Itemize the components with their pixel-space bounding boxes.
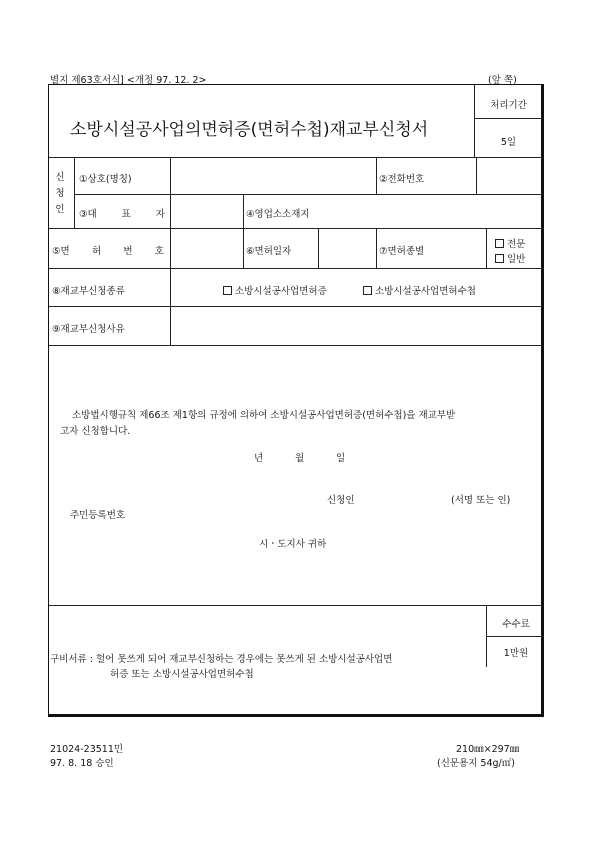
resident-number-label: 주민등록번호 xyxy=(70,510,126,521)
processing-period-value: 5일 xyxy=(500,137,517,148)
representative-field[interactable] xyxy=(172,197,240,226)
company-name-field[interactable] xyxy=(172,160,374,192)
paper-spec: (신문용지 54g/㎡) xyxy=(437,758,515,769)
license-type-general-checkbox[interactable]: 일반 xyxy=(495,251,525,265)
fee-label: 수수료 xyxy=(502,619,530,630)
paper-size: 210㎜×297㎜ xyxy=(456,744,520,755)
form-number: 별지 제63호서식] <개정 97. 12. 2> xyxy=(50,75,207,86)
reissue-license-booklet-checkbox[interactable]: 소방시설공사업면허수첩 xyxy=(363,283,476,297)
license-date-field[interactable] xyxy=(320,231,374,266)
phone-field[interactable] xyxy=(478,160,540,192)
reissue-reason-label: ⑨재교부신청사유 xyxy=(52,324,125,335)
license-type-specialist-checkbox[interactable]: 전문 xyxy=(495,236,525,250)
business-address-field[interactable] xyxy=(378,197,540,226)
representative-label: ③대 표 자 xyxy=(79,209,165,220)
form-title: 소방시설공사업의면허증(면허수첩)재교부신청서 xyxy=(70,120,429,140)
business-address-label: ④영업소소재지 xyxy=(246,209,310,220)
phone-label: ②전화번호 xyxy=(379,174,425,185)
page-side-label: (앞 쪽) xyxy=(488,75,517,86)
statement-line-1: 소방법시행규칙 제66조 제1항의 규정에 의하여 소방시설공사업면허증(면허수첩)을 재교부받 xyxy=(72,410,456,421)
required-documents-line-1: 구비서류 : 헐어 못쓰게 되어 재교부신청하는 경우에는 못쓰게 된 소방시설공사업면 xyxy=(50,654,393,665)
reissue-license-certificate-checkbox[interactable]: 소방시설공사업면허증 xyxy=(223,283,327,297)
company-name-label: ①상호(명칭) xyxy=(79,174,132,185)
date-year-label: 년 xyxy=(254,453,264,464)
date-month-label: 월 xyxy=(295,453,305,464)
statement-line-2: 고자 신청합니다. xyxy=(60,426,131,437)
applicant-group-label: 신 청 인 xyxy=(55,172,65,215)
addressee: 시ㆍ도지사 귀하 xyxy=(259,539,327,550)
license-number-label: ⑤면 허 번 호 xyxy=(52,246,164,257)
required-documents-line-2: 허증 또는 소방시설공사업면허수첩 xyxy=(110,669,254,680)
license-number-field[interactable] xyxy=(172,231,240,266)
form-code: 21024-23511민 xyxy=(50,744,124,755)
signature-label: (서명 또는 인) xyxy=(451,495,511,506)
approval-date: 97. 8. 18 승인 xyxy=(50,758,114,769)
reissue-reason-field[interactable] xyxy=(172,309,540,343)
reissue-kind-label: ⑧재교부신청종류 xyxy=(52,286,125,297)
date-day-label: 일 xyxy=(336,453,346,464)
license-type-label: ⑦면허종별 xyxy=(379,246,425,257)
processing-period-label: 처리기간 xyxy=(490,100,527,111)
license-date-label: ⑥면허일자 xyxy=(246,246,292,257)
fee-value: 1만원 xyxy=(503,648,529,659)
applicant-sign-label: 신청인 xyxy=(327,495,355,506)
